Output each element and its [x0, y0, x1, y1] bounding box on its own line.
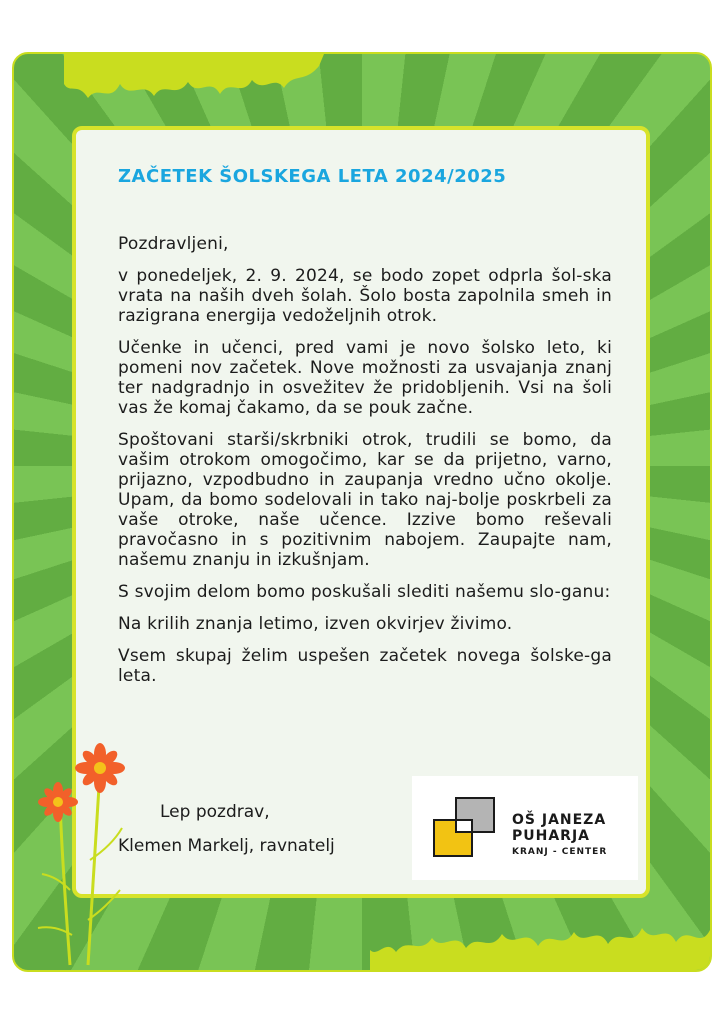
logo-squares-icon: [430, 796, 498, 860]
letter-body: [118, 234, 612, 698]
paragraph-opening: v ponedeljek, 2. 9. 2024, se bodo zopet odprla šol-ska vrata na naših dveh šolah. Šolo bosta zapolnila smeh in razigrana energija vedoželjnih otrok.: [118, 266, 612, 326]
flower-large-icon: [75, 743, 125, 793]
letter-title: ZAČETEK ŠOLSKEGA LETA 2024/2025: [118, 166, 507, 187]
paragraph-parents: Spoštovani starši/skrbniki otrok, trudili se bomo, da vašim otrokom omogočimo, kar se da prijetno, varno, prijazno, vzpodbudno in zaupanja vredno učno okolje. Upam, da bomo sodelovali in tako naj-bolje poskrbeli za vaše otroke, naše učence. Izzive bomo reševali pravočasno in s pozitivnim nabojem. Zaupajte nam, našemu znanju in izkušnjam.: [118, 430, 612, 570]
letter-closing: [118, 802, 335, 856]
paragraph-students: Učenke in učenci, pred vami je novo šolsko leto, ki pomeni nov začetek. Nove možnosti za usvajanja znanj ter nadgradnjo in osvežitev že pridobljenih. Vsi na šoli vas že komaj čakamo, da se pouk začne.: [118, 338, 612, 418]
paragraph-slogan: Na krilih znanja letimo, izven okvirjev živimo.: [118, 614, 513, 634]
flower-small-icon: [38, 782, 78, 822]
logo-line-2: PUHARJA: [512, 828, 591, 844]
school-logo: [412, 776, 638, 880]
closing-greeting: Lep pozdrav,: [160, 802, 270, 822]
grass-decoration-top: [64, 54, 324, 124]
paragraph-slogan-intro: S svojim delom bomo poskušali slediti našemu slo-ganu:: [118, 582, 611, 602]
salutation: Pozdravljeni,: [118, 234, 229, 254]
signature: Klemen Markelj, ravnatelj: [118, 836, 335, 856]
paragraph-wishes: Vsem skupaj želim uspešen začetek novega šolske-ga leta.: [118, 646, 612, 686]
flowers-decoration: [30, 740, 140, 970]
grass-decoration-bottom: [370, 910, 710, 970]
logo-text: [512, 812, 607, 857]
logo-line-1: OŠ JANEZA: [512, 812, 607, 828]
logo-line-3: KRANJ - CENTER: [512, 847, 608, 857]
letter-card: [72, 126, 650, 898]
